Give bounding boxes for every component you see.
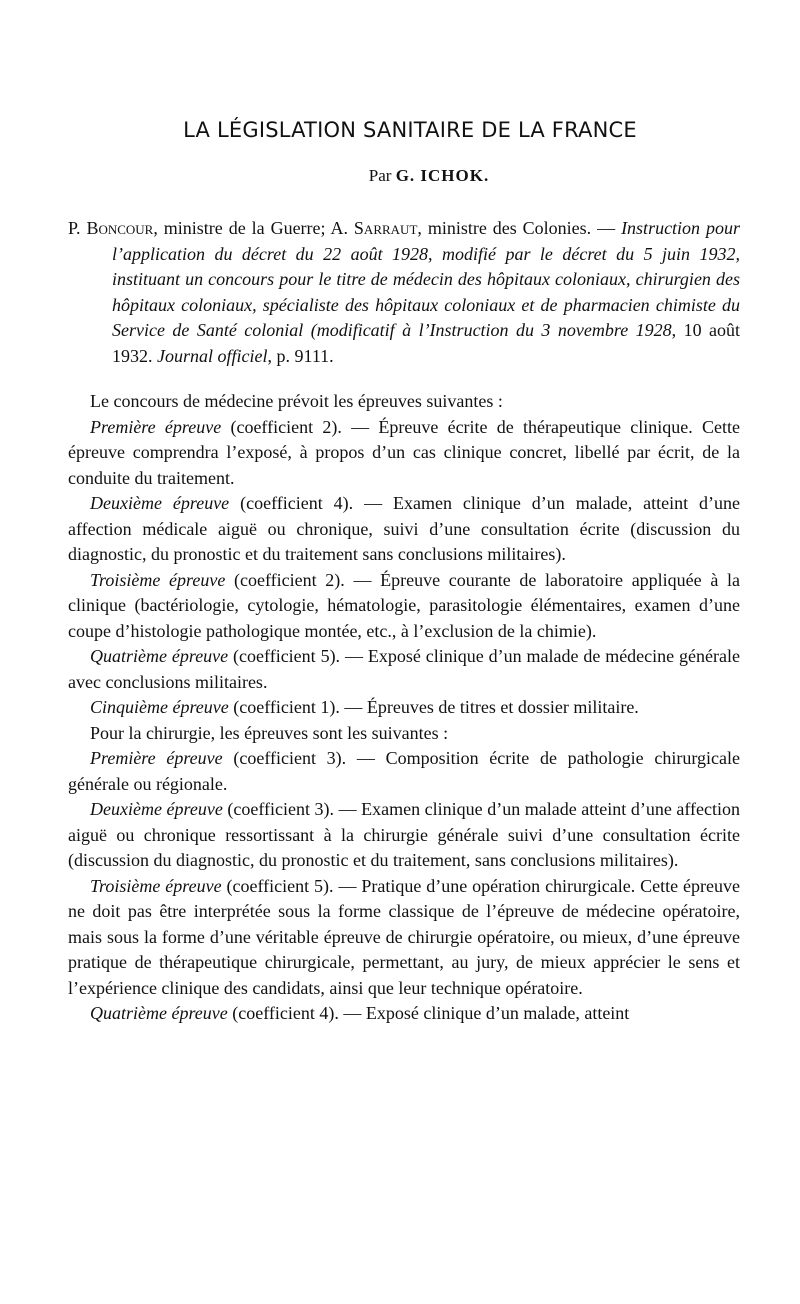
paragraph-lead: Quatrième épreuve	[90, 646, 229, 666]
paragraph	[68, 797, 740, 874]
document-page	[68, 118, 740, 1027]
paragraph	[68, 746, 740, 797]
journal-name: Journal officiel	[157, 345, 268, 366]
author-prefix: Par	[368, 166, 392, 185]
journal-page: , p. 9111.	[267, 345, 334, 366]
author-line	[68, 166, 740, 186]
decree-date: , 10 août 1932.	[112, 320, 740, 366]
decree-dash: —	[591, 218, 622, 238]
paragraph-text: (coefficient 3). — Composition écrite de pathologie chirurgicale générale ou régionale.	[68, 748, 740, 794]
paragraph-text: (coefficient 5). — Pratique d’une opération chirurgicale. Cette épreuve ne doit pas être interprétée sous la forme classique de l’épreuve de médecine opératoire, mais sous la forme d’une véritable épreuve de chirurgie opératoire, ou mieux, d’une épreuve pratique de thérapeutique chirurgicale, permettant, au jury, de mieux apprécier le sens et l’expérience clinique des candidats, ainsi que leur technique opératoire.	[68, 875, 740, 998]
paragraph-text: Pour la chirurgie, les épreuves sont les suivantes :	[90, 722, 449, 743]
paragraph	[68, 491, 740, 568]
paragraph-text: (coefficient 2). — Épreuve écrite de thérapeutique clinique. Cette épreuve comprendra l’exposé, à propos d’un cas clinique concret, libellé par écrit, de la conduite du traitement.	[68, 416, 740, 488]
paragraph-lead: Première épreuve	[90, 748, 223, 768]
signatory-name: P. Boncour	[68, 218, 154, 238]
body-text	[68, 389, 740, 1027]
paragraph-text: (coefficient 5). — Exposé clinique d’un malade de médecine générale avec conclusions militaires.	[68, 646, 740, 692]
decree-reference	[68, 216, 740, 369]
signatory-role: , ministre de la Guerre; A.	[153, 218, 354, 238]
signatory-name: Sarraut	[353, 218, 418, 238]
signatory-role: , ministre des Colonies.	[417, 218, 592, 238]
author-name: G. ICHOK.	[395, 166, 490, 185]
page-title: LA LÉGISLATION SANITAIRE DE LA FRANCE	[183, 118, 637, 142]
paragraph-text: (coefficient 4). — Exposé clinique d’un malade, atteint	[227, 1003, 630, 1023]
paragraph-text: (coefficient 4). — Examen clinique d’un malade, atteint d’une affection médicale aiguë ou chronique, suivi d’une consultation écrite (discussion du diagnostic, du pronostic et du traitement sans conclusions militaires).	[68, 493, 741, 564]
paragraph	[68, 389, 740, 415]
paragraph-text: (coefficient 2). — Épreuve courante de laboratoire appliquée à la clinique (bactériologie, cytologie, hématologie, parasitologie élémentaires, examen d’une coupe d’histologie pathologique montée, etc., à l’exclusion de la chimie).	[68, 569, 740, 641]
paragraph	[68, 721, 740, 747]
paragraph-lead: Troisième épreuve	[90, 875, 222, 896]
paragraph-lead: Première épreuve	[90, 416, 222, 437]
paragraph-lead: Troisième épreuve	[90, 569, 226, 590]
paragraph-text: (coefficient 1). — Épreuves de titres et dossier militaire.	[228, 697, 639, 717]
paragraph	[68, 874, 740, 1002]
paragraph-lead: Deuxième épreuve	[90, 799, 223, 819]
paragraph	[68, 695, 740, 721]
paragraph-lead: Deuxième épreuve	[90, 493, 230, 513]
paragraph-text: Le concours de médecine prévoit les épreuves suivantes :	[90, 391, 503, 411]
paragraph-lead: Quatrième épreuve	[90, 1003, 228, 1023]
paragraph	[68, 415, 740, 492]
paragraph	[68, 568, 740, 645]
paragraph	[68, 1001, 740, 1027]
paragraph	[68, 644, 740, 695]
paragraph-text: (coefficient 3). — Examen clinique d’un malade atteint d’une affection aiguë ou chronique ressortissant à la chirurgie générale suivi d’une consultation écrite (discussion du diagnostic, du pronostic et du traitement, sans conclusions militaires).	[68, 799, 740, 870]
decree-instruction: Instruction pour l’application du décret du 22 août 1928, modifié par le décret du 5 juin 1932, instituant un concours pour le titre de médecin des hôpitaux coloniaux, chirurgien des hôpitaux coloniaux, spécialiste des hôpitaux coloniaux et de pharmacien chimiste du Service de Santé colonial (modificatif à l’Instruction du 3 novembre 1928	[112, 218, 740, 340]
paragraph-lead: Cinquième épreuve	[90, 697, 229, 717]
